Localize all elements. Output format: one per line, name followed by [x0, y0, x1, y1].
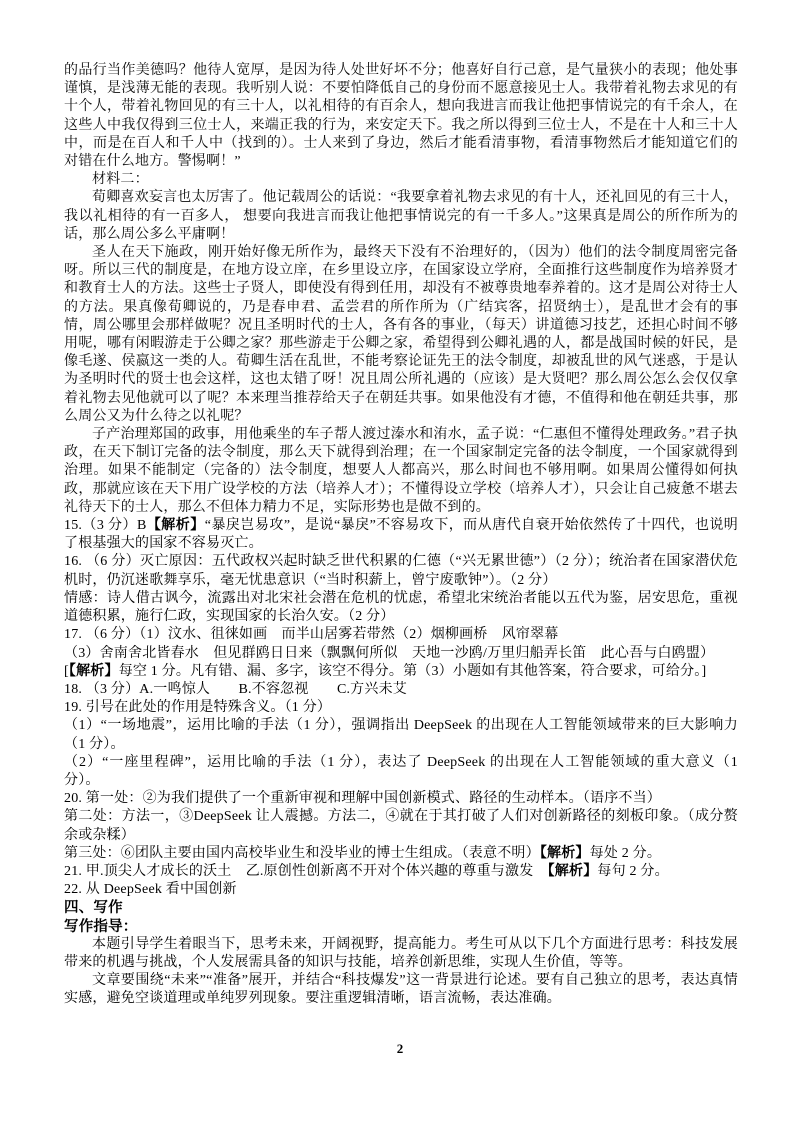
passage-paragraph-xunqing: 荀卿喜欢妄言也太厉害了。他记载周公的话说：“我要拿着礼物去求见的有十人，还礼回见的有三十人，我以礼相待的有一百多人， 想要向我进言而我让他把事情说完的有一千多人。”这果真是周公的所作所为的话，那么周公多么平庸啊！ [64, 190, 738, 242]
answer-key-content [64, 62, 738, 1009]
answer-20-third [64, 845, 738, 863]
section-four-writing-heading: 四、写作 [64, 900, 123, 917]
answer-17-main: 17. （6 分）（1）汶水、徂徕如画 而半山居雾若带然（2）烟柳画桥 风帘翠幕 [64, 627, 559, 643]
answer-17-note [64, 663, 738, 681]
answer-17-note-text: 每空 1 分。凡有错、漏、多字，该空不得分。第（3）小题如有其他答案，符合要求，可给分。] [118, 663, 707, 679]
answer-17-note-open: [ [64, 663, 69, 679]
answer-15-explanation: “暴戾岂易攻”，是说“暴戾”不容易攻下，而从唐代自衰开始依然传了十四代，也说明了根基强大的国家不容易灭亡。 [64, 518, 739, 552]
answer-21-score: 每句 2 分。 [597, 863, 669, 879]
answer-19-part1: （1）“一场地震”，运用比喻的手法（1 分），强调指出 DeepSeek 的出现在人工智能领域带来的巨大影响力（1 分）。 [64, 718, 738, 752]
answer-16-reason: 16. （6 分）灭亡原因：五代政权兴起时缺乏世代积累的仁德（“兴无累世德”）（2 分）；统治者在国家潜伏危机时，仍沉迷歌舞享乐，毫无忧患意识（“当时积薪上，曾宁废歌钟”）。（2 分） [64, 554, 738, 588]
answer-21 [64, 863, 738, 881]
jiexi-label: 【解析】 [547, 863, 598, 879]
answer-20-third-text: 第三处：⑥团队主要由国内高校毕业生和没毕业的博士生组成。（表意不明） [64, 845, 540, 861]
jiexi-label: 【解析】 [146, 518, 205, 534]
answer-22: 22. 从 DeepSeek 看中国创新 [64, 882, 237, 898]
writing-guide-paragraph-1: 本题引导学生着眼当下，思考未来，开阔视野，提高能力。考生可从以下几个方面进行思考：科技发展带来的机遇与挑战，个人发展需具备的知识与技能，培养创新思维，实现人生价值，等等。 [64, 936, 738, 970]
answer-19: 19. 引号在此处的作用是特殊含义。（1 分） [64, 700, 332, 716]
answer-16-emotion: 情感：诗人借古讽今，流露出对北宋社会潜在危机的忧虑，希望北宋统治者能以五代为鉴，居安思危，重视道德积累，施行仁政，实现国家的长治久安。（2 分） [64, 590, 738, 625]
answer-18: 18. （3 分）A.一鸣惊人 B.不容忽视 C.方兴未艾 [64, 681, 407, 697]
passage-continuation-paragraph: 的品行当作美德吗？他待人宽厚，是因为待人处世好坏不分；他喜好自行己意，是气量狭小的表现；他处事谨慎，是浅薄无能的表现。我听别人说：不要怕降低自己的身份而不愿意接见士人。我带着礼物去求见的有十个人，带着礼物回见的有三十人，以礼相待的有百余人，想向我进言而我让他把事情说完的有千余人，在这些人中我仅得到三位士人，来端正我的行为，来安定天下。我之所以得到三位士人，不是在十人和三十人中，而是在百人和千人中（找到的）。士人来到了身边，然后才能看清事物，看清事物然后才能知道它们的对错在什么地方。警惕啊！” [64, 63, 738, 170]
answer-19-part2: （2）“一座里程碑”，运用比喻的手法（1 分），表达了 DeepSeek 的出现在人工智能领域的重大意义（1 分）。 [64, 754, 738, 788]
answer-20-first: 20. 第一处：②为我们提供了一个重新审视和理解中国创新模式、路径的生动样本。（语序不当） [64, 791, 661, 807]
answer-21-text: 21. 甲.顶尖人才成长的沃土 乙.原创性创新离不开对个体兴趣的尊重与激发 [64, 863, 548, 879]
answer-15-text: 15.（3 分）B [64, 518, 147, 534]
answer-20-third-score: 每处 2 分。 [589, 845, 662, 861]
page-number: 2 [396, 1041, 404, 1056]
writing-guide-label: 写作指导： [64, 918, 138, 935]
answer-20-second: 第二处：方法一，③DeepSeek 让人震撼。方法二，④就在于其打破了人们对创新路径的刻板印象。（成分赘余或杂糅） [64, 809, 738, 843]
passage-paragraph-shengren: 圣人在天下施政，刚开始好像无所作为，最终天下没有不治理好的，（因为）他们的法令制度周密完备呀。所以三代的制度是，在地方设立庠，在乡里设立序，在国家设立学府，全面推行这些制度作为培养贤才和教育士人的方法。这些士子贤人，即使没有得到任用，却没有不被尊贵地奉养着的。这才是周公对待士人的方法。果真像荀卿说的，乃是春申君、孟尝君的所作所为（广结宾客，招贤纳士），是乱世才会有的事情，周公哪里会那样做呢？况且圣明时代的士人，各有各的事业，（每天）讲道德习技艺，还担心时间不够用呢，哪有闲暇游走于公卿之家？那些游走于公卿之家，希望得到公卿礼遇的人，都是战国时候的奸民，是像毛遂、侯嬴这一类的人。荀卿生活在乱世，不能考察论证先王的法令制度，却被乱世的风气迷惑，于是认为圣明时代的贤士也会这样，这也太错了呀！况且周公所礼遇的（应该）是大贤吧？那么周公怎么会仅仅拿着礼物去见他就可以了呢？本来理当推荐给天子在朝廷共事。如果他没有才德，不值得和他在朝廷共事，那么周公又为什么待之以礼呢？ [64, 245, 738, 424]
jiexi-label: 【解析】 [68, 663, 119, 679]
material-two-label: 材料二： [92, 172, 149, 188]
answer-15 [64, 517, 738, 553]
jiexi-label: 【解析】 [539, 845, 590, 861]
passage-paragraph-zichan: 子产治理郑国的政事，用他乘坐的车子帮人渡过溱水和洧水，孟子说：“仁惠但不懂得处理政务。”君子执政，在天下制订完备的法令制度，那么天下就得到治理；在一个国家制定完备的法令制度，一个国家就得到治理。如果不能制定（完备的）法令制度，想要人人都高兴，那么时间也不够用啊。如果周公懂得如何执政，那就应该在天下用广设学校的方法（培养人才）；不懂得设立学校（培养人才），只会让自己疲惫不堪去礼待天下的士人，那么不但体力精力不足，实际形势也是做不到的。 [64, 427, 738, 515]
answer-17-sub3: （3）舍南舍北皆春水 但见群鸥日日来（飘飘何所似 天地一沙鸥/万里归船弄长笛 此心吾与白鸥盟） [64, 645, 715, 661]
writing-guide-paragraph-2: 文章要围绕“未来”“准备”展开，并结合“科技爆发”这一背景进行论述。要有自己独立的思考，表达真情实感，避免空谈道理或单纯罗列现象。要注重逻辑清晰，语言流畅，表达准确。 [64, 973, 738, 1007]
